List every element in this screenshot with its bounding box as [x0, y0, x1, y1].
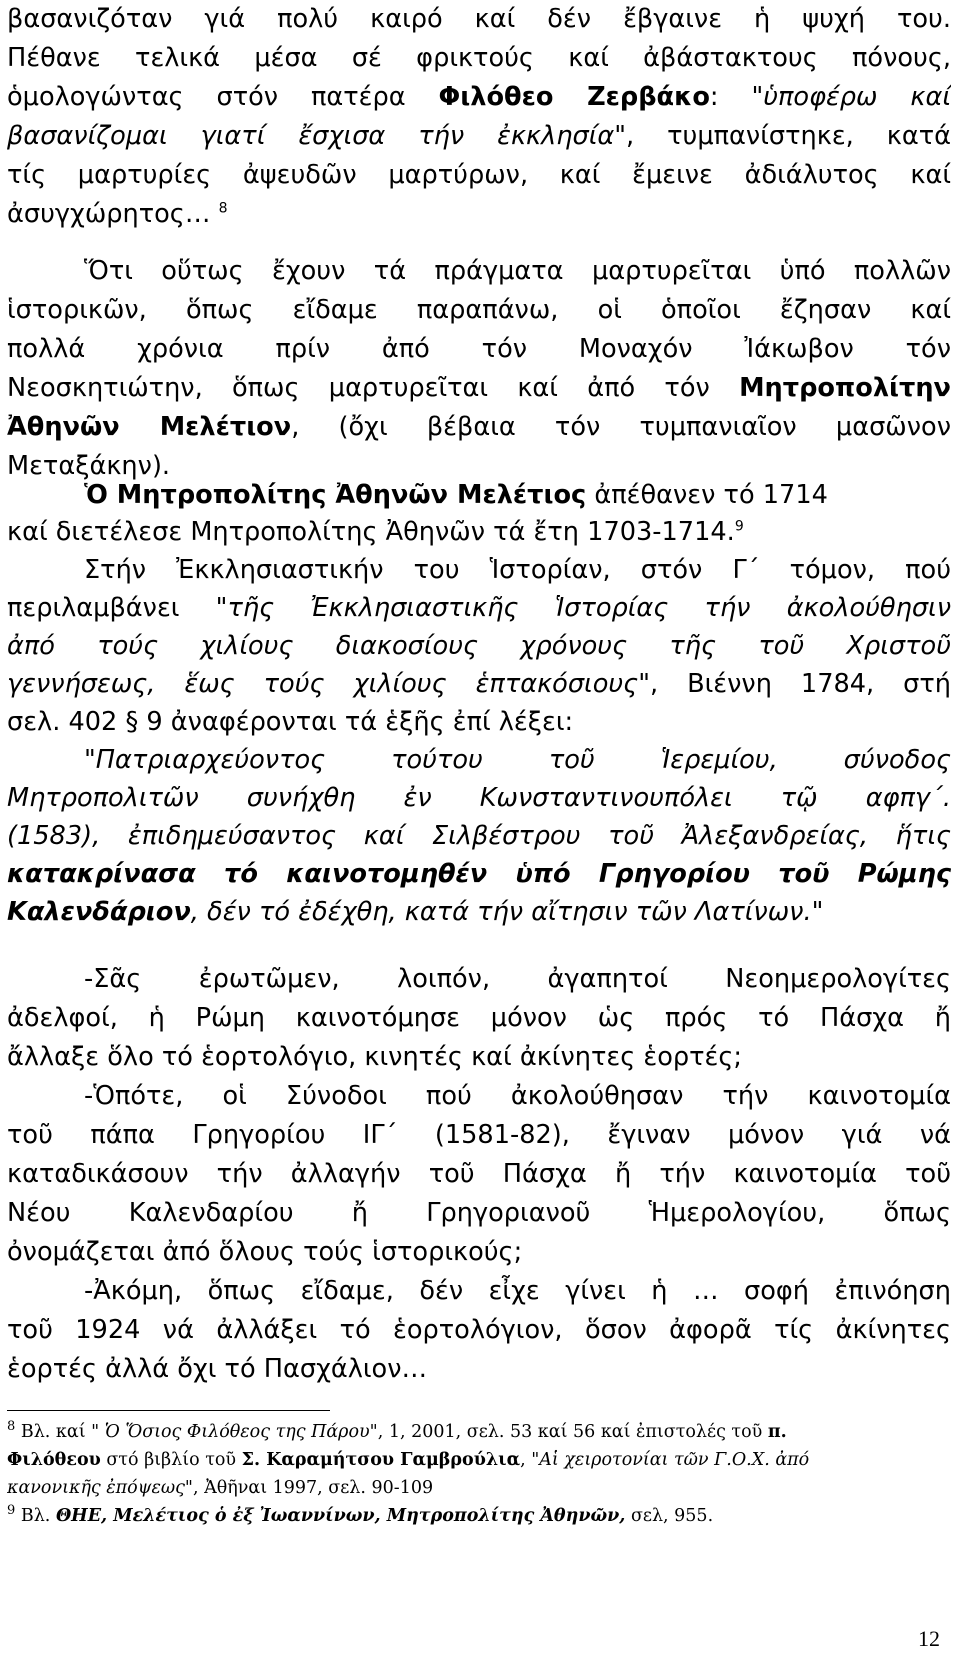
body-line: ἑορτές ἀλλά ὄχι τό Πασχάλιον… [7, 1354, 428, 1384]
body-line: ἱστορικῶν, ὅπως εἴδαμε παραπάνω, οἱ ὁποῖοι ἔζησαν καί [7, 295, 951, 325]
body-line: περιλαμβάνει "τῆς Ἐκκλησιαστικῆς Ἱστορίας τήν ἀκολούθησιν [7, 593, 951, 623]
footnote-ref: 9 [734, 518, 744, 535]
body-line: Νέου Καλενδαρίου ἤ Γρηγοριανοῦ Ἡμερολογίου, ὅπως [7, 1198, 951, 1228]
body-line: Πέθανε τελικά μέσα σέ φρικτούς καί ἀβάστακτους πόνους, [7, 43, 951, 73]
body-line: καί διετέλεσε Μητροπολίτης Ἀθηνῶν τά ἔτη 1703-1714.$^9$ [7, 517, 744, 547]
body-line: ὀνομάζεται ἀπό ὅλους τούς ἱστορικούς; [7, 1237, 523, 1267]
quote-line: Καλενδάριον, δέν τό ἐδέχθη, κατά τήν αἴτησιν τῶν Λατίνων." [7, 897, 824, 927]
body-line: βασανίζομαι γιατί ἔσχισα τήν ἐκκλησία", τυμπανίστηκε, κατά [7, 121, 951, 151]
body-line: ἄλλαξε ὅλο τό ἑορτολόγιο, κινητές καί ἀκίνητες ἑορτές; [7, 1042, 742, 1072]
body-line: ἀδελφοί, ἡ Ρώμη καινοτόμησε μόνον ὡς πρός τό Πάσχα ἤ [7, 1003, 951, 1033]
person-name: Ὁ Μητροπολίτης Ἀθηνῶν Μελέτιος [84, 480, 587, 510]
body-line: -Ἀκόμη, ὅπως εἴδαμε, δέν εἶχε γίνει ἡ … σοφή ἐπινόηση [84, 1276, 951, 1306]
body-line: Ὁ Μητροπολίτης Ἀθηνῶν Μελέτιος ἀπέθανεν τό 1714 [84, 480, 828, 510]
body-line: βασανιζόταν γιά πολύ καιρό καί δέν ἔβγαινε ἡ ψυχή του. [7, 4, 951, 34]
body-line: Στήν Ἐκκλησιαστικήν του Ἱστορίαν, στόν Γ΄ τόμον, πού [84, 555, 951, 585]
footnote-divider [7, 1410, 330, 1411]
body-line: τίς μαρτυρίες ἀψευδῶν μαρτύρων, καί ἔμεινε ἀδιάλυτος καί [7, 160, 951, 190]
quote-line: Μητροπολιτῶν συνήχθη ἐν Κωνσταντινουπόλει τῷ αφπγ΄. [7, 783, 951, 813]
footnote: Φιλόθεου στό βιβλίο τοῦ Σ. Καραμήτσου Γαμβρούλια, "Αἱ χειροτονίαι τῶν Γ.Ο.Χ. ἀπό [7, 1450, 810, 1470]
footnote-number: 8 [7, 1419, 16, 1435]
body-line: πολλά χρόνια πρίν ἀπό τόν Μοναχόν Ἰάκωβον τόν [7, 334, 951, 364]
person-name: Ἀθηνῶν Μελέτιον [7, 412, 292, 442]
body-line: γεννήσεως, ἕως τούς χιλίους ἑπτακόσιους", Βιέννη 1784, στή [7, 669, 951, 699]
body-line: Ἀθηνῶν Μελέτιον, (ὄχι βέβαια τόν τυμπανιαῖον μασῶνον [7, 412, 951, 442]
body-line: τοῦ 1924 νά ἀλλάξει τό ἑορτολόγιον, ὅσον ἀφορᾶ τίς ἀκίνητες [7, 1315, 951, 1345]
body-line: Ὅτι οὕτως ἔχουν τά πράγματα μαρτυρεῖται ὑπό πολλῶν [84, 256, 951, 286]
body-line: ὁμολογώντας στόν πατέρα Φιλόθεο Ζερβάκο: "ὑποφέρω καί [7, 82, 951, 112]
person-name: Μητροπολίτην [739, 373, 951, 403]
body-line: ἀπό τούς χιλίους διακοσίους χρόνους τῆς τοῦ Χριστοῦ [7, 631, 951, 661]
person-name: Φιλόθεο Ζερβάκο [438, 82, 710, 112]
body-line: τοῦ πάπα Γρηγορίου ΙΓ΄ (1581-82), ἔγιναν μόνον γιά νά [7, 1120, 951, 1150]
body-line: σελ. 402 § 9 ἀναφέρονται τά ἑξῆς ἐπί λέξει: [7, 707, 574, 737]
quote-line: (1583), ἐπιδημεύσαντος καί Σιλβέστρου τοῦ Ἀλεξανδρείας, ἥτις [7, 821, 951, 851]
body-line: Μεταξάκην). [7, 451, 171, 481]
body-line: ἀσυγχώρητος… $^8$ [7, 199, 228, 229]
footnote: $^9$ Βλ. ΘΗΕ, Μελέτιος ὁ ἐξ Ἰωαννίνων, Μητροπολίτης Ἀθηνῶν, σελ, 955. [7, 1503, 714, 1526]
body-line: -Σᾶς ἐρωτῶμεν, λοιπόν, ἀγαπητοί Νεοημερολογίτες [84, 964, 951, 994]
body-line: καταδικάσουν τήν ἀλλαγήν τοῦ Πάσχα ἤ τήν καινοτομία τοῦ [7, 1159, 951, 1189]
page-number: 12 [918, 1626, 940, 1651]
footnote: κανονικῆς ἐπόψεως", Ἀθῆναι 1997, σελ. 90-109 [7, 1478, 434, 1498]
body-line: -Ὁπότε, οἱ Σύνοδοι πού ἀκολούθησαν τήν καινοτομία [84, 1081, 951, 1111]
quote-line: "Πατριαρχεύοντος τούτου τοῦ Ἱερεμίου, σύνοδος [84, 745, 951, 775]
footnote: $^8$ Βλ. καί " Ὁ Ὅσιος Φιλόθεος της Πάρου", 1, 2001, σελ. 53 καί 56 καί ἐπιστολές τοῦ π. [7, 1419, 787, 1442]
body-line: Νεοσκητιώτην, ὅπως μαρτυρεῖται καί ἀπό τόν Μητροπολίτην [7, 373, 951, 403]
footnote-ref: 8 [218, 200, 228, 217]
footnote-number: 9 [7, 1503, 16, 1519]
quote-line: κατακρίνασα τό καινοτομηθέν ὑπό Γρηγορίου τοῦ Ρώμης [7, 859, 951, 889]
